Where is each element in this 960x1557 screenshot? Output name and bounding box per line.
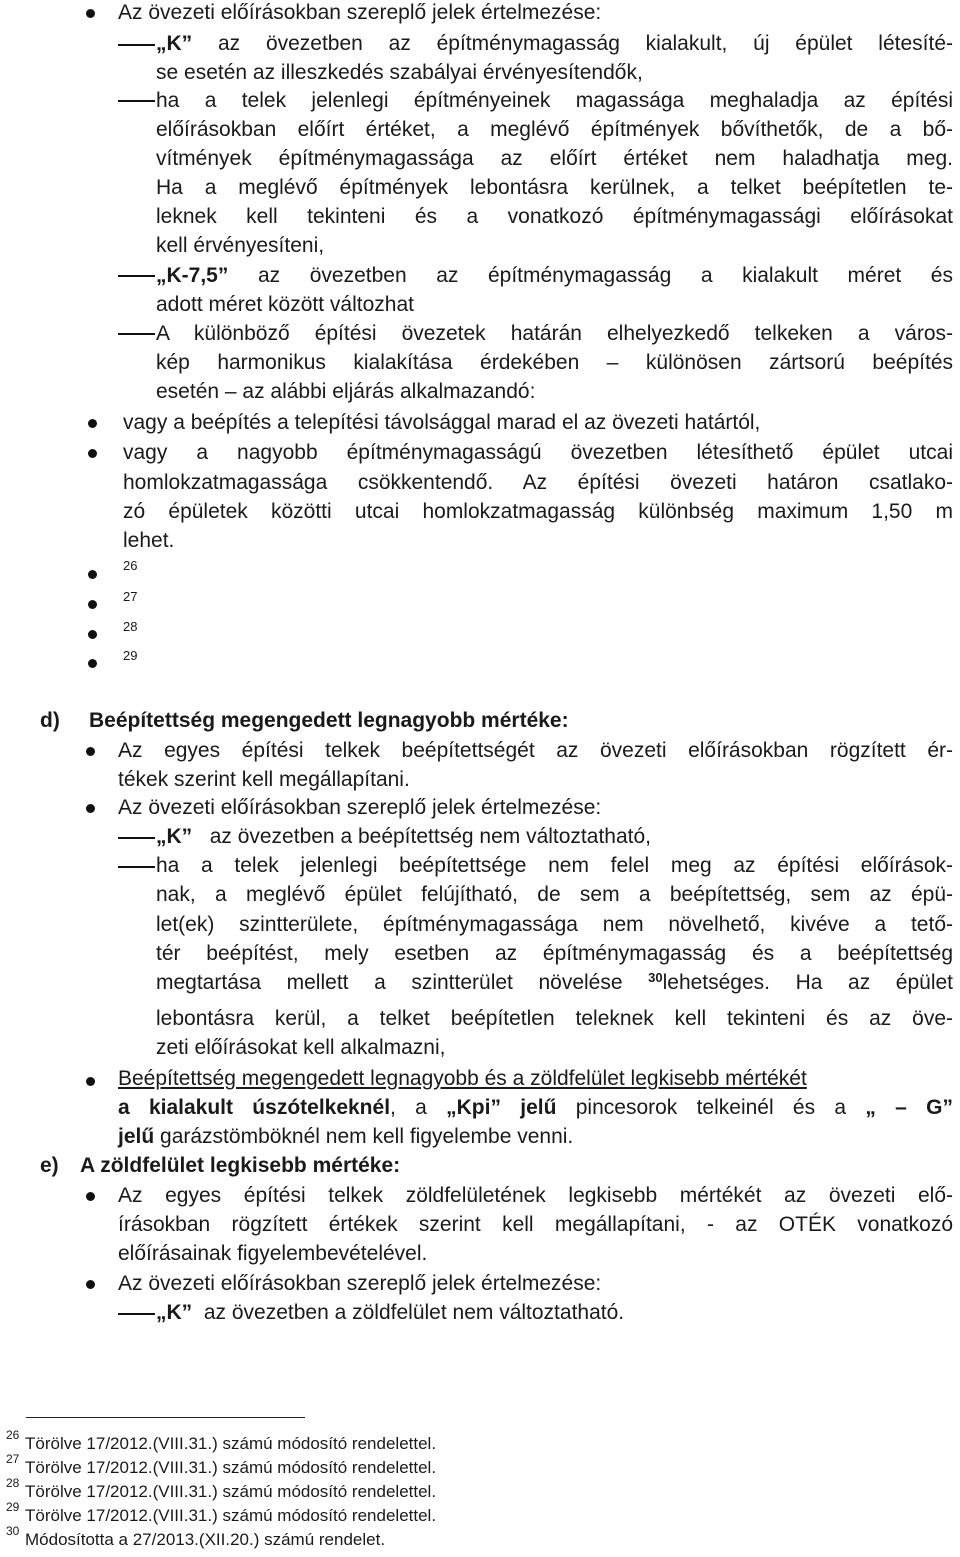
text-bold: a kialakult úszótelkeknél <box>118 1096 391 1119</box>
sec-c-h-line1: ha a telek jelenlegi építményeinek magassága meghaladja az építési <box>156 89 953 112</box>
footnote-number: 28 <box>6 1476 20 1490</box>
text-span: az övezetben az építménymagasság kialakult, új épület létesíté- <box>217 32 953 55</box>
text-bold: jelű <box>118 1125 155 1148</box>
sec-e-p1-line3: előírásainak figyelembevételével. <box>118 1242 428 1265</box>
footnote-number: 30 <box>6 1524 20 1538</box>
sec-c-intro: Az övezeti előírásokban szereplő jelek értelmezése: <box>118 1 602 24</box>
sec-e-k-line <box>156 1298 624 1328</box>
bullet <box>88 419 97 428</box>
dash-marker <box>118 275 155 277</box>
sec-d-h-line4: tér beépítést, mely esetben az építménymagasság és a beépítettség <box>156 942 953 965</box>
text-span: megtartása mellett a szintterület növelése <box>156 971 623 994</box>
dash-marker <box>118 1313 155 1315</box>
text-bold: „Kpi” jelű <box>446 1096 557 1119</box>
sec-e-intro: Az övezeti előírásokban szereplő jelek értelmezése: <box>118 1272 602 1295</box>
bullet <box>88 449 97 458</box>
sec-c-v2-line3: zó épületek közötti utcai homlokzatmagasság különbség maximum 1,50 m <box>123 500 953 523</box>
deleted-ref-26: 26 <box>123 558 138 573</box>
sec-d-h-line1: ha a telek jelenlegi beépítettsége nem felel meg az építési előírások- <box>156 854 953 877</box>
sec-d-h-line5 <box>156 968 953 998</box>
dash-marker <box>118 333 155 335</box>
sec-d-h-line2: nak, a meglévő épület felújítható, de sem a beépítettség, sem az épü- <box>156 883 953 906</box>
sec-d-heading: Beépítettség megengedett legnagyobb mértéke: <box>89 709 569 732</box>
bullet <box>86 1077 95 1086</box>
footnote-separator <box>26 1417 305 1418</box>
sec-c-h-line4: Ha a meglévő építmények lebontásra kerülnek, a telket beépítetlen te- <box>156 176 953 199</box>
sec-d-h-line6: lebontásra kerül, a telket beépítetlen teleknek kell tekinteni és az öve- <box>156 1007 953 1030</box>
k-code: „K” <box>156 32 193 55</box>
sec-d-h-line7: zeti előírásokat kell alkalmazni, <box>156 1036 446 1059</box>
sec-c-a-line3: esetén – az alábbi eljárás alkalmazandó: <box>156 380 536 403</box>
sec-c-a-line2: kép harmonikus kialakítása érdekében – különösen zártsorú beépítés <box>156 351 953 374</box>
sec-d-intro: Az övezeti előírásokban szereplő jelek értelmezése: <box>118 796 602 819</box>
footnote-text: Törölve 17/2012.(VIII.31.) számú módosító rendelettel. <box>25 1482 437 1501</box>
dash-marker <box>118 100 155 102</box>
sec-d-p1-line1: Az egyes építési telkek beépítettségét az övezeti előírásokban rögzített ér- <box>118 739 953 762</box>
sec-e-p1-line2: írásokban rögzített értékek szerint kell megállapítani, - az OTÉK vonatkozó <box>118 1213 953 1236</box>
footnote-ref-30-num: 30 <box>648 970 663 985</box>
dash-marker <box>118 837 155 839</box>
bullet <box>86 747 95 756</box>
text-span: pincesorok telkeinél és a <box>575 1096 847 1119</box>
sec-c-v1: vagy a beépítés a telepítési távolsággal marad el az övezeti határtól, <box>123 411 761 434</box>
sec-c-h-line5: leknek kell tekinteni és a vonatkozó építménymagassági előírásokat <box>156 205 953 228</box>
sec-c-v2-line2: homlokzatmagassága csökkentendő. Az építési övezeti határon csatlako- <box>123 471 953 494</box>
dash-marker <box>118 866 155 868</box>
text-span: az övezetben a beépítettség nem változtatható, <box>209 825 651 848</box>
footnote-ref-30 <box>648 971 953 994</box>
sec-c-k-line2: se esetén az illeszkedés szabályai érvényesítendők, <box>156 61 643 84</box>
k-code: „K” <box>156 825 193 848</box>
sec-e-p1-line1: Az egyes építési telkek zöldfelületének legkisebb mértékét az övezeti elő- <box>118 1184 953 1207</box>
footnote-number: 27 <box>6 1452 20 1466</box>
footnote-text: Törölve 17/2012.(VIII.31.) számú módosító rendelettel. <box>25 1506 437 1525</box>
sec-e-heading: A zöldfelület legkisebb mértéke: <box>80 1154 401 1177</box>
text-span: az övezetben a zöldfelület nem változtatható. <box>203 1301 625 1324</box>
sec-e-letter: e) <box>40 1154 59 1177</box>
sec-c-v2-line1: vagy a nagyobb építménymagasságú övezetben létesíthető épület utcai <box>123 441 953 464</box>
bullet <box>86 9 95 18</box>
footnote-number: 29 <box>6 1500 20 1514</box>
bullet <box>88 570 97 579</box>
sec-c-k75-line2: adott méret között változhat <box>156 293 414 316</box>
bullet <box>86 1192 95 1201</box>
sec-d-letter: d) <box>40 709 60 732</box>
text-span: , a <box>390 1096 427 1119</box>
sec-d-k-line <box>156 822 651 852</box>
footnote-text: Törölve 17/2012.(VIII.31.) számú módosító rendelettel. <box>25 1434 437 1453</box>
sec-c-h-line2: előírásokban előírt értéket, a meglévő építmények bővíthetők, de a bő- <box>156 118 953 141</box>
sec-c-h-line6: kell érvényesíteni, <box>156 234 325 257</box>
k-code: „K” <box>156 1301 193 1324</box>
footnote-number: 26 <box>6 1428 20 1442</box>
sec-c-k-line1 <box>156 29 953 59</box>
sec-c-a-line1: A különböző építési övezetek határán elhelyezkedő telkeken a város- <box>156 322 953 345</box>
sec-c-h-line3: vítmények építménymagassága az előírt értéket nem haladhatja meg. <box>156 147 953 170</box>
bullet <box>88 659 97 668</box>
bullet <box>86 1280 95 1289</box>
deleted-ref-27: 27 <box>123 589 138 604</box>
deleted-ref-29: 29 <box>123 648 138 663</box>
dash-marker <box>118 44 155 46</box>
text-span: garázstömböknél nem kell figyelembe venni. <box>160 1125 574 1148</box>
sec-d-last-line1: Beépítettség megengedett legnagyobb és a zöldfelület legkisebb mértékét <box>118 1067 807 1090</box>
sec-d-last-line3 <box>118 1122 573 1152</box>
deleted-ref-28: 28 <box>123 619 138 634</box>
sec-d-h-line3: let(ek) szintterülete, építménymagassága nem növelhető, kivéve a tető- <box>156 913 953 936</box>
sec-c-v2-line4: lehet. <box>123 529 175 552</box>
bullet <box>86 804 95 813</box>
footnote-text: Törölve 17/2012.(VIII.31.) számú módosító rendelettel. <box>25 1458 437 1477</box>
text-span: az övezetben az építménymagasság a kialakult méret és <box>257 264 953 287</box>
bullet <box>88 600 97 609</box>
bullet <box>88 630 97 639</box>
text-bold: „ – G” <box>865 1096 953 1119</box>
sec-c-k75-line1 <box>156 261 953 291</box>
k75-code: „K-7,5” <box>156 264 229 287</box>
footnote-text: Módosította a 27/2013.(XII.20.) számú rendelet. <box>25 1530 386 1549</box>
sec-d-last-line2 <box>118 1093 953 1123</box>
sec-d-p1-line2: tékek szerint kell megállapítani. <box>118 768 410 791</box>
text-span: lehetséges. Ha az épület <box>662 971 953 994</box>
